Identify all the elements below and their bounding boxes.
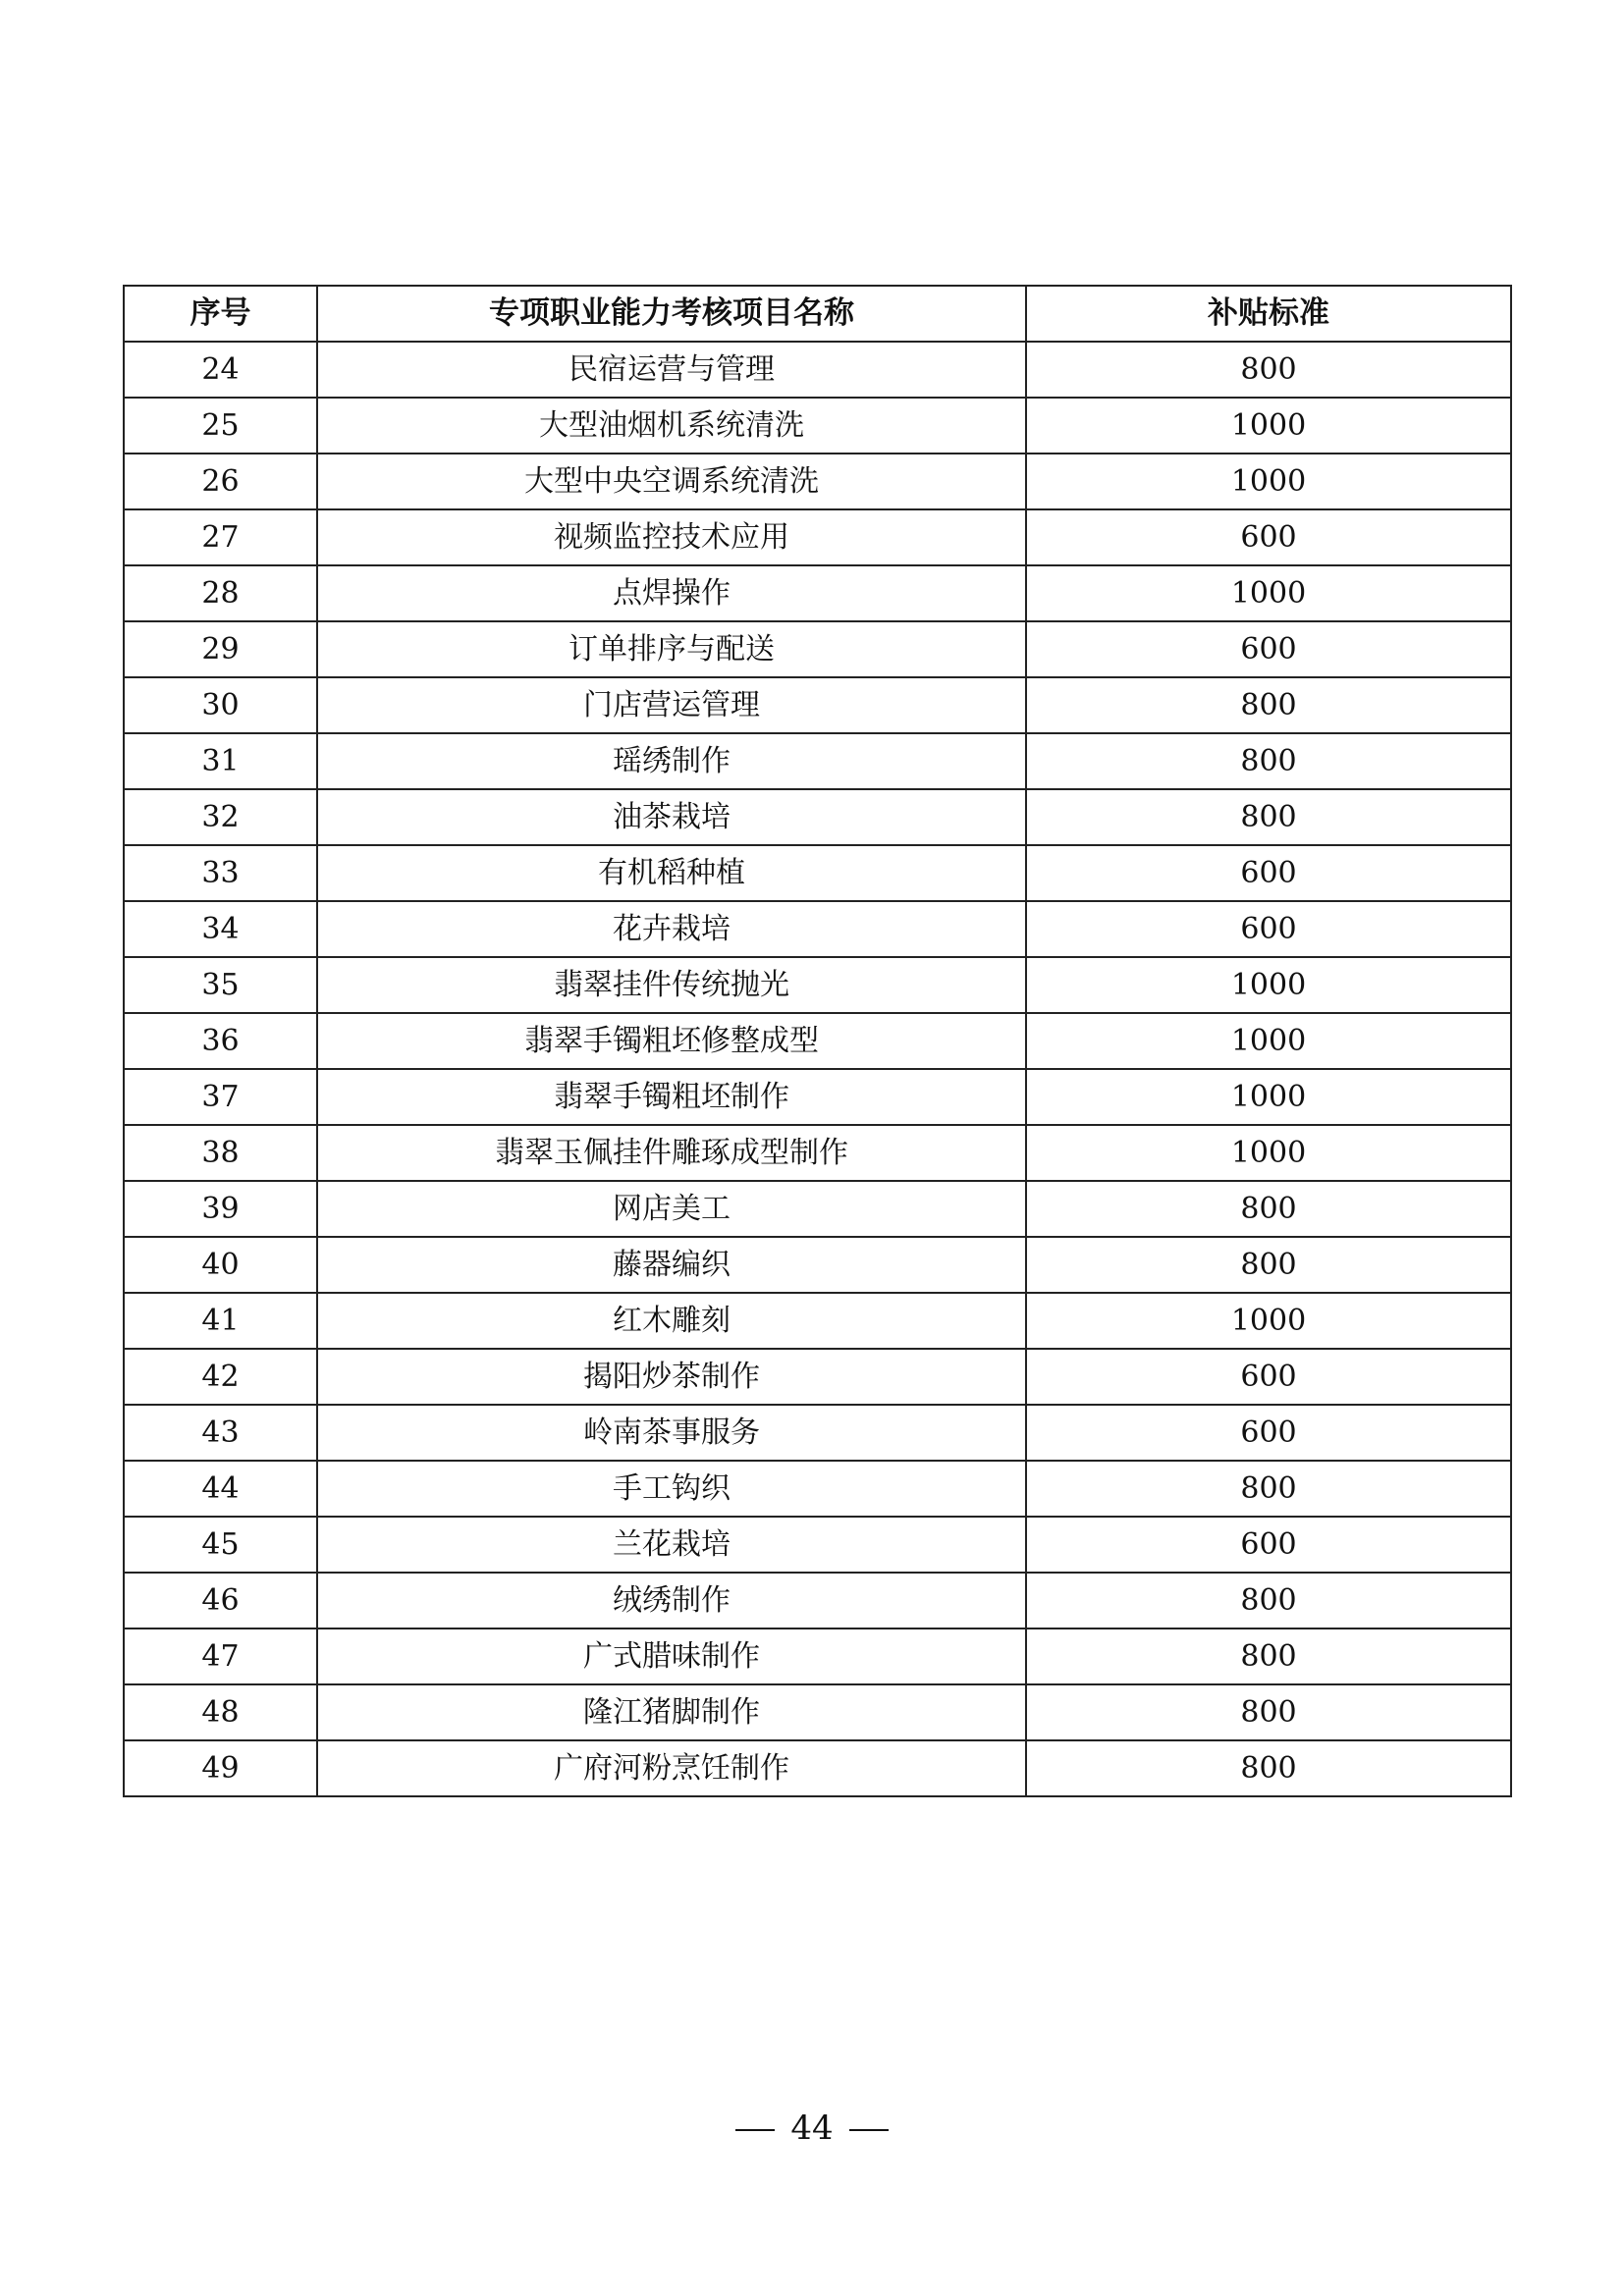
table-row	[124, 398, 1511, 454]
row-serial-number: 33	[124, 845, 317, 901]
table-row	[124, 789, 1511, 845]
row-project-name: 翡翠挂件传统抛光	[317, 957, 1026, 1013]
row-serial-number: 39	[124, 1181, 317, 1237]
row-subsidy-amount: 800	[1026, 1573, 1511, 1629]
row-project-name: 隆江猪脚制作	[317, 1684, 1026, 1740]
table-row	[124, 509, 1511, 565]
row-serial-number: 48	[124, 1684, 317, 1740]
row-project-name: 绒绣制作	[317, 1573, 1026, 1629]
row-serial-number: 25	[124, 398, 317, 454]
row-serial-number: 37	[124, 1069, 317, 1125]
page-footer	[0, 2109, 1624, 2148]
header-project-name: 专项职业能力考核项目名称	[317, 286, 1026, 342]
row-project-name: 大型中央空调系统清洗	[317, 454, 1026, 509]
table-row	[124, 733, 1511, 789]
table-row	[124, 1069, 1511, 1125]
row-subsidy-amount: 800	[1026, 342, 1511, 398]
page-number: 44	[790, 2109, 834, 2148]
row-project-name: 翡翠玉佩挂件雕琢成型制作	[317, 1125, 1026, 1181]
row-project-name: 岭南茶事服务	[317, 1405, 1026, 1461]
row-subsidy-amount: 800	[1026, 1684, 1511, 1740]
row-project-name: 视频监控技术应用	[317, 509, 1026, 565]
row-subsidy-amount: 600	[1026, 1349, 1511, 1405]
row-serial-number: 36	[124, 1013, 317, 1069]
row-serial-number: 46	[124, 1573, 317, 1629]
row-serial-number: 30	[124, 677, 317, 733]
table-row	[124, 1517, 1511, 1573]
row-project-name: 揭阳炒茶制作	[317, 1349, 1026, 1405]
table-row	[124, 621, 1511, 677]
row-subsidy-amount: 600	[1026, 509, 1511, 565]
row-subsidy-amount: 800	[1026, 677, 1511, 733]
row-serial-number: 38	[124, 1125, 317, 1181]
row-serial-number: 26	[124, 454, 317, 509]
row-subsidy-amount: 600	[1026, 901, 1511, 957]
row-subsidy-amount: 1000	[1026, 957, 1511, 1013]
row-serial-number: 35	[124, 957, 317, 1013]
table-row	[124, 1237, 1511, 1293]
row-serial-number: 49	[124, 1740, 317, 1796]
table-row	[124, 565, 1511, 621]
row-subsidy-amount: 1000	[1026, 565, 1511, 621]
row-project-name: 有机稻种植	[317, 845, 1026, 901]
row-serial-number: 40	[124, 1237, 317, 1293]
row-project-name: 点焊操作	[317, 565, 1026, 621]
row-subsidy-amount: 600	[1026, 621, 1511, 677]
row-serial-number: 31	[124, 733, 317, 789]
row-project-name: 广式腊味制作	[317, 1629, 1026, 1684]
row-subsidy-amount: 800	[1026, 1237, 1511, 1293]
row-project-name: 翡翠手镯粗坯修整成型	[317, 1013, 1026, 1069]
row-subsidy-amount: 1000	[1026, 454, 1511, 509]
table-row	[124, 1573, 1511, 1629]
row-subsidy-amount: 1000	[1026, 1293, 1511, 1349]
row-project-name: 订单排序与配送	[317, 621, 1026, 677]
row-project-name: 兰花栽培	[317, 1517, 1026, 1573]
table-row	[124, 901, 1511, 957]
row-project-name: 大型油烟机系统清洗	[317, 398, 1026, 454]
row-project-name: 民宿运营与管理	[317, 342, 1026, 398]
row-project-name: 红木雕刻	[317, 1293, 1026, 1349]
table-row	[124, 1293, 1511, 1349]
row-subsidy-amount: 800	[1026, 1461, 1511, 1517]
row-serial-number: 47	[124, 1629, 317, 1684]
row-subsidy-amount: 600	[1026, 845, 1511, 901]
row-serial-number: 45	[124, 1517, 317, 1573]
row-serial-number: 24	[124, 342, 317, 398]
row-serial-number: 27	[124, 509, 317, 565]
row-subsidy-amount: 800	[1026, 1181, 1511, 1237]
row-serial-number: 43	[124, 1405, 317, 1461]
row-project-name: 藤器编织	[317, 1237, 1026, 1293]
row-subsidy-amount: 800	[1026, 789, 1511, 845]
row-project-name: 广府河粉烹饪制作	[317, 1740, 1026, 1796]
row-serial-number: 44	[124, 1461, 317, 1517]
subsidy-standard-table	[123, 285, 1512, 1797]
row-project-name: 网店美工	[317, 1181, 1026, 1237]
row-subsidy-amount: 1000	[1026, 1125, 1511, 1181]
row-project-name: 门店营运管理	[317, 677, 1026, 733]
header-subsidy-standard: 补贴标准	[1026, 286, 1511, 342]
table-row	[124, 677, 1511, 733]
table-row	[124, 1013, 1511, 1069]
row-serial-number: 42	[124, 1349, 317, 1405]
row-serial-number: 32	[124, 789, 317, 845]
row-serial-number: 29	[124, 621, 317, 677]
right-dash	[849, 2129, 889, 2131]
table-row	[124, 1684, 1511, 1740]
left-dash	[735, 2129, 775, 2131]
row-project-name: 油茶栽培	[317, 789, 1026, 845]
table-row	[124, 1181, 1511, 1237]
row-subsidy-amount: 1000	[1026, 1069, 1511, 1125]
row-project-name: 翡翠手镯粗坯制作	[317, 1069, 1026, 1125]
row-subsidy-amount: 600	[1026, 1405, 1511, 1461]
row-subsidy-amount: 800	[1026, 1740, 1511, 1796]
row-subsidy-amount: 1000	[1026, 1013, 1511, 1069]
header-serial-number: 序号	[124, 286, 317, 342]
table-row	[124, 1125, 1511, 1181]
row-project-name: 花卉栽培	[317, 901, 1026, 957]
row-subsidy-amount: 800	[1026, 733, 1511, 789]
table-row	[124, 1461, 1511, 1517]
table-header-row	[124, 286, 1511, 342]
row-subsidy-amount: 1000	[1026, 398, 1511, 454]
table-row	[124, 1405, 1511, 1461]
row-project-name: 瑶绣制作	[317, 733, 1026, 789]
table-row	[124, 1349, 1511, 1405]
row-serial-number: 34	[124, 901, 317, 957]
row-subsidy-amount: 800	[1026, 1629, 1511, 1684]
table-row	[124, 1629, 1511, 1684]
table-row	[124, 845, 1511, 901]
table-row	[124, 342, 1511, 398]
table-row	[124, 454, 1511, 509]
row-project-name: 手工钩织	[317, 1461, 1026, 1517]
row-serial-number: 28	[124, 565, 317, 621]
table-body	[124, 342, 1511, 1796]
table-row	[124, 1740, 1511, 1796]
row-subsidy-amount: 600	[1026, 1517, 1511, 1573]
row-serial-number: 41	[124, 1293, 317, 1349]
table-row	[124, 957, 1511, 1013]
